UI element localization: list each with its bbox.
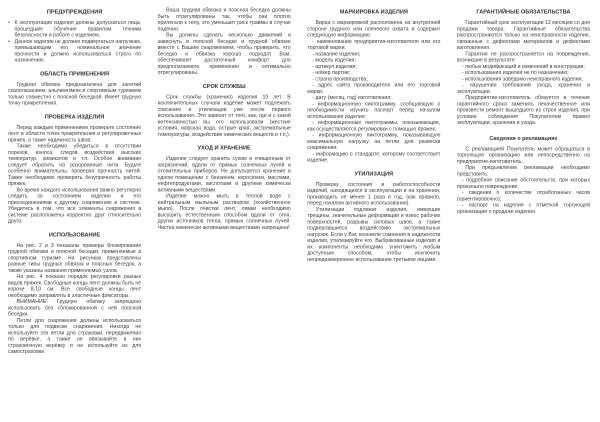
bullet-text: Данное изделие не должно подвергаться нагрузкам, превышающим его номинальное значение прочности и должно использоваться строго по назначению. <box>14 38 142 63</box>
paragraph: Грудная обвязка предназначена для занятий скалолазанием, альпинизмом и спортивным туризмом только совместно с поясной беседкой. Имеет грудную точку прикрепления. <box>8 81 142 106</box>
list-item: - использования изделия не по назначению; <box>461 70 569 76</box>
section <box>457 9 590 126</box>
section <box>307 9 440 164</box>
section-heading: ГАРАНТИЙНЫЕ ОБЯЗАТЕЛЬСТВА <box>476 9 571 15</box>
paragraph: На рис. 2 и 3 показаны примеры блокирования грудной обвязки и поясной беседки, применяемые в спортивном туризме. На рисунках представлены разные типы грудных обвязок и поясных беседок, а также указаны названия применяемых узлов. <box>8 242 142 274</box>
section-heading: ИСПОЛЬЗОВАНИЕ <box>48 231 101 238</box>
list-item: - информационную пиктограмму, показывающую максимальную нагрузку на петли для развески снаряжения; <box>307 132 441 151</box>
paragraph: ВНИМАНИЕ! Грудную обвязку запрещено использовать без сблокированной с ней поясной беседки. <box>8 299 142 317</box>
list-item: - использования заведомо неисправного изделия; <box>461 76 583 82</box>
bullet-item <box>8 20 141 39</box>
list-item: - сведения о количестве отработанных часов (ориентировочно); <box>456 190 590 202</box>
paragraph: Изделие можно мыть в теплой воде с нейтральным мыльным раствором (хозяйственное мыло). После очистки лент, лямки необходимо высушить естественным способом вдали от огня, других источников тепла, прямых солнечных лучей. Чистка химически активными веществами запрещена! <box>157 193 291 231</box>
bullet-item <box>8 39 141 64</box>
list-item: - артикул изделия; <box>312 63 357 70</box>
list-item: - номер партии; <box>312 70 351 76</box>
paragraph: Проверку состояния и работоспособности изделий, находящихся в эксплуатации и на хранении, производить не менее 1 раза в год, (как правило, перед началом активного использования). <box>307 181 441 206</box>
column-4 <box>457 8 590 216</box>
list-item: - адрес сайта производителя или его торговой марки; <box>307 82 441 95</box>
paragraph: Предприятие-изготовитель обязуется в течение гарантийного срока заменить некачественное или произвести ремонт вышедшего из строя изделия, при условии соблюдения Покупателем правил эксплуатации, хранения и ухода. <box>456 95 590 126</box>
column-3 <box>307 8 440 264</box>
list-item: - любых модификаций и изменений в конструкции; <box>461 63 585 70</box>
paragraph: Изделие следует хранить сухим и очищенным от загрязнений, вдали от прямых солнечных лучей и отопительных приборов. Не допускается хранение в одном помещении с бензином, керосином, маслами, нефтепродуктами, кислотами и другими химически активными веществами. <box>157 156 291 193</box>
paragraph: Гарантийный срок эксплуатации 12 месяцев со дня продажи товара. Гарантийные обязательства распространяются только на неисправности изделия, связанные с дефектами материалов и дефектами изготовления. <box>456 20 590 51</box>
column-2 <box>158 8 291 232</box>
section <box>158 8 291 77</box>
document-columns <box>8 8 590 356</box>
section-heading: ПРОВЕРКА ИЗДЕЛИЯ <box>44 113 105 120</box>
paragraph: Также необходимо убедиться в отсутствии порезов, износа, следов воздействия высоких температур, химикатов и т.п. Особое внимание следует обратить на разорванные нити. Будьте особенно внимательны, проверяя прочность нитей. Также необходимо проверить безупречность работы пряжек. <box>8 143 142 187</box>
section-heading: УХОД И ХРАНЕНИЕ <box>197 145 251 151</box>
list-item: - модель изделия; <box>312 57 356 63</box>
paragraph: Бирка с маркировкой расположена на внутренней стороне грудного или плечевого охвата и содержит следующую информацию: <box>307 20 441 38</box>
list-item: - наименование предприятия-изготовителя или его торговой марки; <box>307 38 441 51</box>
bullet-icon: • <box>8 20 10 26</box>
section <box>8 9 141 64</box>
section-heading: УТИЛИЗАЦИЯ <box>354 170 394 177</box>
paragraph: Во время каждого использования важно регулярно следить за состоянием изделия и его присоединениями к другому снаряжению в системе. Убедитесь в том, что все элементы снаряжения в системе расположены корректно друг относительно друга. <box>8 187 142 224</box>
paragraph: На рис. 4 показан порядок регулировки разных видов пряжек. Свободные концы лент должны быть не короче 8-10 см. Все свободные концы лент необходимо заправлять в эластичные фиксаторы. <box>8 274 142 299</box>
list-item: - название изделия; <box>312 51 361 57</box>
paragraph: Петли для снаряжения должны использоваться только для подвески снаряжения. Никогда не используйте эти петли для страховки, передвижения по верёвке, а также не ввязывайте в них страховочную верёвку и не используйте их для самостраховки. <box>8 317 142 355</box>
section <box>158 83 291 138</box>
bullet-text: К эксплуатации изделия должны допускаться лица, прошедшие обучение правилам техники безопасности и работе с изделием. <box>14 20 142 38</box>
paragraph: Перед каждым применением проверьте состояние лент в области точек прикрепления и регулировочных пряжек, а также надежность швов. <box>8 124 142 143</box>
paragraph: Срок службы (хранения) изделия 10 лет. В исключительных случаях изделие может подлежать списанию и утилизации уже после первого использования. Это зависит от того, как, где и с какой интенсивностью вы его использовали (жесткие условия, морская вода, острые края, экстремальные температуры, воздействие химических веществ и т.п.). <box>157 94 291 138</box>
section <box>158 145 291 231</box>
list-item: - дату (месяц, год) изготовления; <box>312 95 392 101</box>
paragraph: Ваша грудная обвязка и поясная беседка должны быть отрегулированы так, чтобы они плотно прилегали к телу, это уменьшит риск травмы в случае падения. <box>157 7 291 32</box>
list-item: - подробное описание обстоятельств, при которых произошло повреждение; <box>456 177 590 190</box>
section-heading: Сведения о рекламациях <box>489 135 558 142</box>
section-heading: ОБЛАСТЬ ПРИМЕНЕНИЯ <box>40 70 110 77</box>
column-1 <box>8 8 141 356</box>
section-heading: ПРЕДУПРЕЖДЕНИЯ <box>46 9 103 15</box>
section-heading: СРОК СЛУЖБЫ <box>202 83 246 90</box>
section <box>8 232 141 356</box>
list-item: - нарушения требований ухода, хранения и эксплуатации. <box>456 82 590 95</box>
paragraph: Утилизации подлежат изделия, имеющие трещины, значительные деформации и износ рабочих поверхностей, разрывы силовых швов, а также подвергавшиеся воздействию экстремальных нагрузок. Если у Вас возникли сомнения в надежности изделия, утилизируйте его. Выбракованные изделия и их компоненты необходимо уничтожить любым доступным способом, чтобы исключить непреднамеренное использование третьими лицами. <box>307 206 441 263</box>
section-heading: МАРКИРОВКА ИЗДЕЛИЯ <box>339 9 408 15</box>
list-item: - информацию о стандарте, которому соответствует изделие. <box>307 151 441 163</box>
section <box>8 114 141 225</box>
list-item: - страна производства; <box>312 76 368 82</box>
list-item: - паспорт на изделие с отметкой торгующей организации о продаже изделия. <box>456 202 590 215</box>
section <box>307 171 440 263</box>
section <box>457 135 590 215</box>
section <box>8 71 141 107</box>
paragraph: При предъявлении рекламации необходимо представить: <box>456 165 590 177</box>
list-item: - информационные пиктограммы, показывающие, как осуществляются регулировки с помощью пряжек; <box>307 120 441 132</box>
paragraph: Гарантия не распространяется на повреждения, возникшие в результате: <box>456 51 590 63</box>
paragraph: Вы должны сделать несколько движений и зависнуть в поясной беседке и грудной обвязке вместе с Вашим снаряжением, чтобы проверить, что беседка и обвязка хорошо подходят Вам, обеспечивают достаточный комфорт для предполагаемого применения и оптимально отрегулированы. <box>157 32 291 76</box>
list-item: - информационную пиктограмму, сообщающую о необходимости изучить паспорт перед началом использования изделия; <box>307 101 441 120</box>
bullet-icon: • <box>8 38 10 45</box>
paragraph: С рекламацией Покупатель может обращаться в торгующую организацию или непосредственно на предприятие-изготовитель. <box>456 146 590 165</box>
